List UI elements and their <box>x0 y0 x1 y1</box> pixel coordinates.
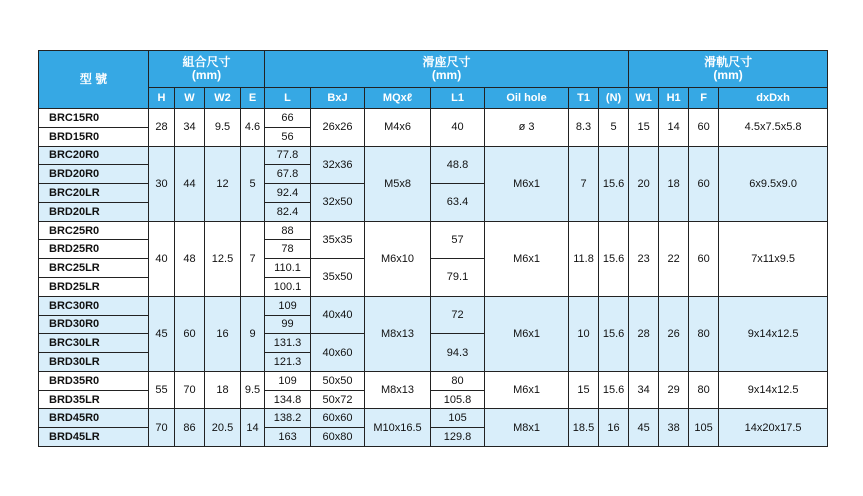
model-header: 型 號 <box>39 51 149 109</box>
w-cell: 44 <box>175 146 205 221</box>
assembly-title: 組合尺寸 <box>182 55 231 69</box>
h-cell: 28 <box>149 109 175 147</box>
col-header-bxj: BxJ <box>311 88 365 109</box>
bxj-cell: 50x72 <box>311 390 365 409</box>
h-cell: 45 <box>149 296 175 371</box>
dxdxh-cell: 6x9.5x9.0 <box>719 146 828 221</box>
w1-cell: 20 <box>629 146 659 221</box>
mqxl-cell: M5x8 <box>365 146 431 221</box>
col-header-w1: W1 <box>629 88 659 109</box>
model-group <box>39 221 828 296</box>
e-cell: 14 <box>241 409 265 447</box>
oil-hole-cell: ø 3 <box>485 109 569 147</box>
table-row <box>39 146 828 165</box>
h-cell: 40 <box>149 221 175 296</box>
model-cell: BRC15R0 <box>39 109 149 128</box>
l1-cell: 63.4 <box>431 184 485 222</box>
model-group <box>39 146 828 221</box>
model-cell: BRD35R0 <box>39 371 149 390</box>
n-cell: 16 <box>599 409 629 447</box>
f-cell: 60 <box>689 221 719 296</box>
l1-cell: 105.8 <box>431 390 485 409</box>
model-group <box>39 296 828 371</box>
table-row <box>39 221 828 240</box>
l-cell: 77.8 <box>265 146 311 165</box>
dxdxh-cell: 4.5x7.5x5.8 <box>719 109 828 147</box>
h1-cell: 18 <box>659 146 689 221</box>
l-cell: 131.3 <box>265 334 311 353</box>
model-cell: BRC30LR <box>39 334 149 353</box>
l-cell: 109 <box>265 296 311 315</box>
assembly-unit: (mm) <box>191 68 222 82</box>
w2-cell: 12.5 <box>205 221 241 296</box>
w-cell: 60 <box>175 296 205 371</box>
f-cell: 80 <box>689 371 719 409</box>
model-cell: BRC25R0 <box>39 221 149 240</box>
f-cell: 105 <box>689 409 719 447</box>
mqxl-cell: M6x10 <box>365 221 431 296</box>
bxj-cell: 35x35 <box>311 221 365 259</box>
e-cell: 7 <box>241 221 265 296</box>
bxj-cell: 60x60 <box>311 409 365 428</box>
w2-cell: 18 <box>205 371 241 409</box>
n-cell: 15.6 <box>599 221 629 296</box>
model-group <box>39 109 828 147</box>
h1-cell: 38 <box>659 409 689 447</box>
model-cell: BRC20LR <box>39 184 149 203</box>
model-group <box>39 371 828 409</box>
w-cell: 70 <box>175 371 205 409</box>
col-header-w2: W2 <box>205 88 241 109</box>
l-cell: 109 <box>265 371 311 390</box>
w-cell: 86 <box>175 409 205 447</box>
h1-cell: 26 <box>659 296 689 371</box>
rail-dimensions-header <box>629 51 828 88</box>
model-cell: BRC20R0 <box>39 146 149 165</box>
w1-cell: 34 <box>629 371 659 409</box>
table-row <box>39 296 828 315</box>
l1-cell: 48.8 <box>431 146 485 184</box>
header-group-row <box>39 51 828 88</box>
n-cell: 15.6 <box>599 296 629 371</box>
l-cell: 134.8 <box>265 390 311 409</box>
w1-cell: 45 <box>629 409 659 447</box>
h-cell: 55 <box>149 371 175 409</box>
slider-unit: (mm) <box>431 68 462 82</box>
e-cell: 5 <box>241 146 265 221</box>
model-cell: BRD45R0 <box>39 409 149 428</box>
model-group <box>39 409 828 447</box>
n-cell: 5 <box>599 109 629 147</box>
h-cell: 30 <box>149 146 175 221</box>
l-cell: 163 <box>265 428 311 447</box>
f-cell: 60 <box>689 109 719 147</box>
l1-cell: 80 <box>431 371 485 390</box>
col-header-h1: H1 <box>659 88 689 109</box>
rail-title: 滑軌尺寸 <box>704 55 753 69</box>
l-cell: 138.2 <box>265 409 311 428</box>
h1-cell: 29 <box>659 371 689 409</box>
table-row <box>39 371 828 390</box>
table-row <box>39 409 828 428</box>
col-header-h: H <box>149 88 175 109</box>
l1-cell: 94.3 <box>431 334 485 372</box>
assembly-dimensions-header <box>149 51 265 88</box>
l1-cell: 40 <box>431 109 485 147</box>
bxj-cell: 60x80 <box>311 428 365 447</box>
bxj-cell: 40x60 <box>311 334 365 372</box>
e-cell: 9 <box>241 296 265 371</box>
model-cell: BRD15R0 <box>39 127 149 146</box>
l1-cell: 105 <box>431 409 485 428</box>
rail-unit: (mm) <box>713 68 743 82</box>
col-header-oil-hole: Oil hole <box>485 88 569 109</box>
model-cell: BRD20R0 <box>39 165 149 184</box>
h-cell: 70 <box>149 409 175 447</box>
model-cell: BRD20LR <box>39 202 149 221</box>
bxj-cell: 32x50 <box>311 184 365 222</box>
l-cell: 78 <box>265 240 311 259</box>
oil-hole-cell: M6x1 <box>485 221 569 296</box>
col-header-l: L <box>265 88 311 109</box>
model-cell: BRD30R0 <box>39 315 149 334</box>
t1-cell: 15 <box>569 371 599 409</box>
l-cell: 100.1 <box>265 277 311 296</box>
w2-cell: 9.5 <box>205 109 241 147</box>
dxdxh-cell: 7x11x9.5 <box>719 221 828 296</box>
bxj-cell: 26x26 <box>311 109 365 147</box>
l-cell: 67.8 <box>265 165 311 184</box>
bxj-cell: 40x40 <box>311 296 365 334</box>
w-cell: 48 <box>175 221 205 296</box>
w1-cell: 28 <box>629 296 659 371</box>
w1-cell: 23 <box>629 221 659 296</box>
model-cell: BRD45LR <box>39 428 149 447</box>
model-cell: BRD35LR <box>39 390 149 409</box>
dxdxh-cell: 9x14x12.5 <box>719 296 828 371</box>
l-cell: 99 <box>265 315 311 334</box>
l-cell: 56 <box>265 127 311 146</box>
oil-hole-cell: M6x1 <box>485 296 569 371</box>
t1-cell: 8.3 <box>569 109 599 147</box>
col-header-f: F <box>689 88 719 109</box>
l-cell: 110.1 <box>265 259 311 278</box>
oil-hole-cell: M8x1 <box>485 409 569 447</box>
model-cell: BRC25LR <box>39 259 149 278</box>
f-cell: 60 <box>689 146 719 221</box>
model-cell: BRD30LR <box>39 353 149 372</box>
t1-cell: 11.8 <box>569 221 599 296</box>
mqxl-cell: M8x13 <box>365 296 431 371</box>
t1-cell: 10 <box>569 296 599 371</box>
w-cell: 34 <box>175 109 205 147</box>
t1-cell: 7 <box>569 146 599 221</box>
oil-hole-cell: M6x1 <box>485 371 569 409</box>
model-cell: BRD25R0 <box>39 240 149 259</box>
oil-hole-cell: M6x1 <box>485 146 569 221</box>
col-header-t1: T1 <box>569 88 599 109</box>
col-header-e: E <box>241 88 265 109</box>
l-cell: 121.3 <box>265 353 311 372</box>
bxj-cell: 50x50 <box>311 371 365 390</box>
col-header-w: W <box>175 88 205 109</box>
bxj-cell: 32x36 <box>311 146 365 184</box>
col-header-n: (N) <box>599 88 629 109</box>
e-cell: 4.6 <box>241 109 265 147</box>
l-cell: 92.4 <box>265 184 311 203</box>
slider-dimensions-header <box>265 51 629 88</box>
w2-cell: 16 <box>205 296 241 371</box>
w1-cell: 15 <box>629 109 659 147</box>
l1-cell: 57 <box>431 221 485 259</box>
mqxl-cell: M4x6 <box>365 109 431 147</box>
l1-cell: 79.1 <box>431 259 485 297</box>
model-cell: BRC30R0 <box>39 296 149 315</box>
l-cell: 88 <box>265 221 311 240</box>
n-cell: 15.6 <box>599 146 629 221</box>
l-cell: 82.4 <box>265 202 311 221</box>
mqxl-cell: M10x16.5 <box>365 409 431 447</box>
f-cell: 80 <box>689 296 719 371</box>
l1-cell: 129.8 <box>431 428 485 447</box>
linear-guide-spec-table <box>38 50 828 447</box>
col-header-mqxl: MQxℓ <box>365 88 431 109</box>
w2-cell: 20.5 <box>205 409 241 447</box>
e-cell: 9.5 <box>241 371 265 409</box>
model-cell: BRD25LR <box>39 277 149 296</box>
l1-cell: 72 <box>431 296 485 334</box>
h1-cell: 22 <box>659 221 689 296</box>
dxdxh-cell: 14x20x17.5 <box>719 409 828 447</box>
header-column-row <box>39 88 828 109</box>
dxdxh-cell: 9x14x12.5 <box>719 371 828 409</box>
col-header-dxdxh: dxDxh <box>719 88 828 109</box>
n-cell: 15.6 <box>599 371 629 409</box>
bxj-cell: 35x50 <box>311 259 365 297</box>
h1-cell: 14 <box>659 109 689 147</box>
t1-cell: 18.5 <box>569 409 599 447</box>
table-row <box>39 109 828 128</box>
slider-title: 滑座尺寸 <box>422 55 471 69</box>
w2-cell: 12 <box>205 146 241 221</box>
col-header-l1: L1 <box>431 88 485 109</box>
l-cell: 66 <box>265 109 311 128</box>
mqxl-cell: M8x13 <box>365 371 431 409</box>
